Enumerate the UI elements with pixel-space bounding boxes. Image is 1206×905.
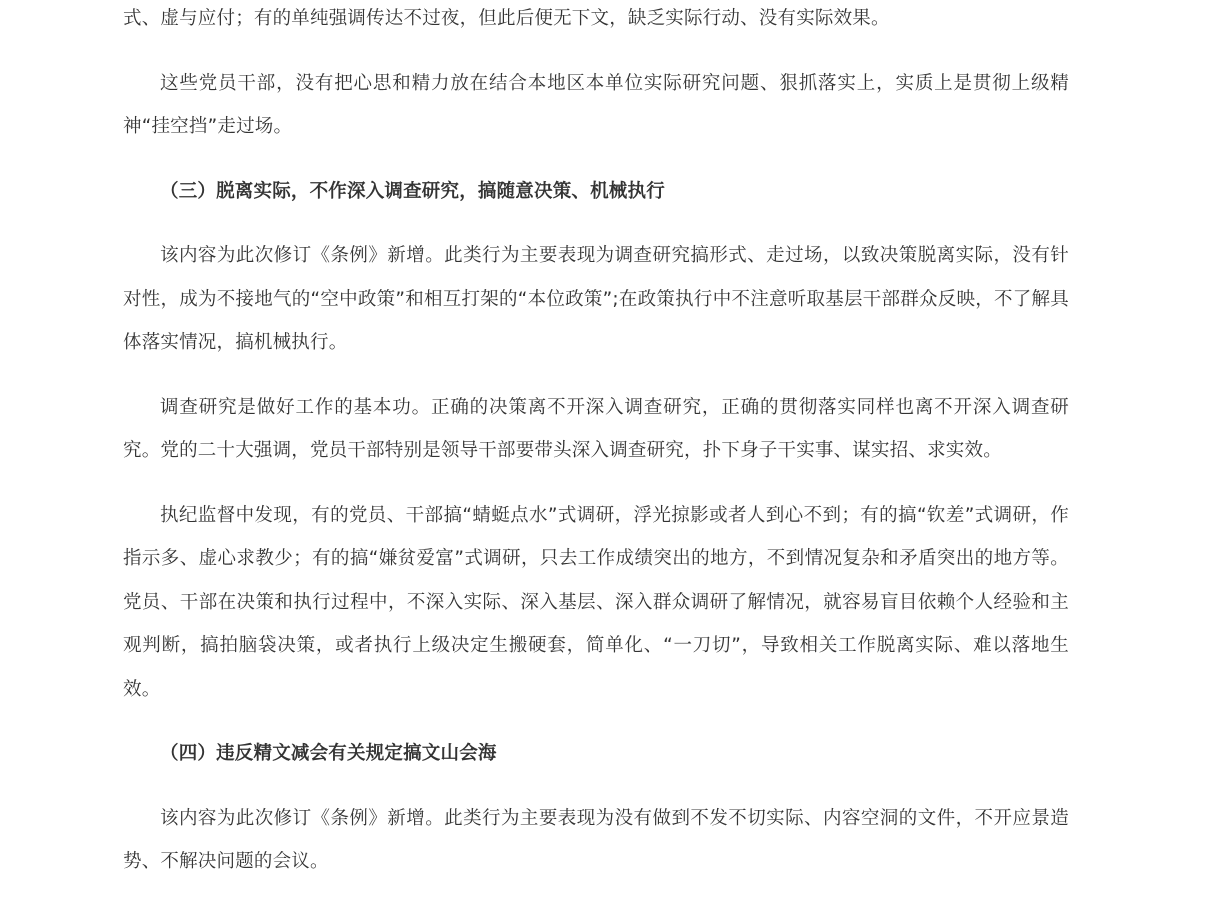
article-body: [123, 0, 1069, 905]
paragraph: 这些党员干部，没有把心思和精力放在结合本地区本单位实际研究问题、狠抓落实上，实质上是贯彻上级精神“挂空挡”走过场。: [123, 72, 1069, 137]
paragraph: 执纪监督中发现，有的党员、干部搞“蜻蜓点水”式调研，浮光掠影或者人到心不到；有的搞“钦差”式调研，作指示多、虚心求教少；有的搞“嫌贫爱富”式调研，只去工作成绩突出的地方，不到情况复杂和矛盾突出的地方等。党员、干部在决策和执行过程中，不深入实际、深入基层、深入群众调研了解情况，就容易盲目依赖个人经验和主观判断，搞拍脑袋决策，或者执行上级决定生搬硬套，简单化、“一刀切”，导致相关工作脱离实际、难以落地生效。: [123, 504, 1069, 700]
paragraph: 该内容为此次修订《条例》新增。此类行为主要表现为没有做到不发不切实际、内容空洞的文件，不开应景造势、不解决问题的会议。: [123, 807, 1069, 872]
paragraph: 该内容为此次修订《条例》新增。此类行为主要表现为调查研究搞形式、走过场，以致决策脱离实际，没有针对性，成为不接地气的“空中政策”和相互打架的“本位政策”;在政策执行中不注意听取基层干部群众反映，不了解具体落实情况，搞机械执行。: [123, 245, 1069, 353]
section-heading-4: （四）违反精文减会有关规定搞文山会海: [160, 743, 497, 764]
paragraph: 调查研究是做好工作的基本功。正确的决策离不开深入调查研究，正确的贯彻落实同样也离不开深入调查研究。党的二十大强调，党员干部特别是领导干部要带头深入调查研究，扑下身子干实事、谋实招、求实效。: [123, 396, 1069, 461]
paragraph-continued: 式、虚与应付；有的单纯强调传达不过夜，但此后便无下文，缺乏实际行动、没有实际效果。: [123, 8, 890, 29]
section-heading-3: （三）脱离实际，不作深入调查研究，搞随意决策、机械执行: [160, 180, 665, 202]
